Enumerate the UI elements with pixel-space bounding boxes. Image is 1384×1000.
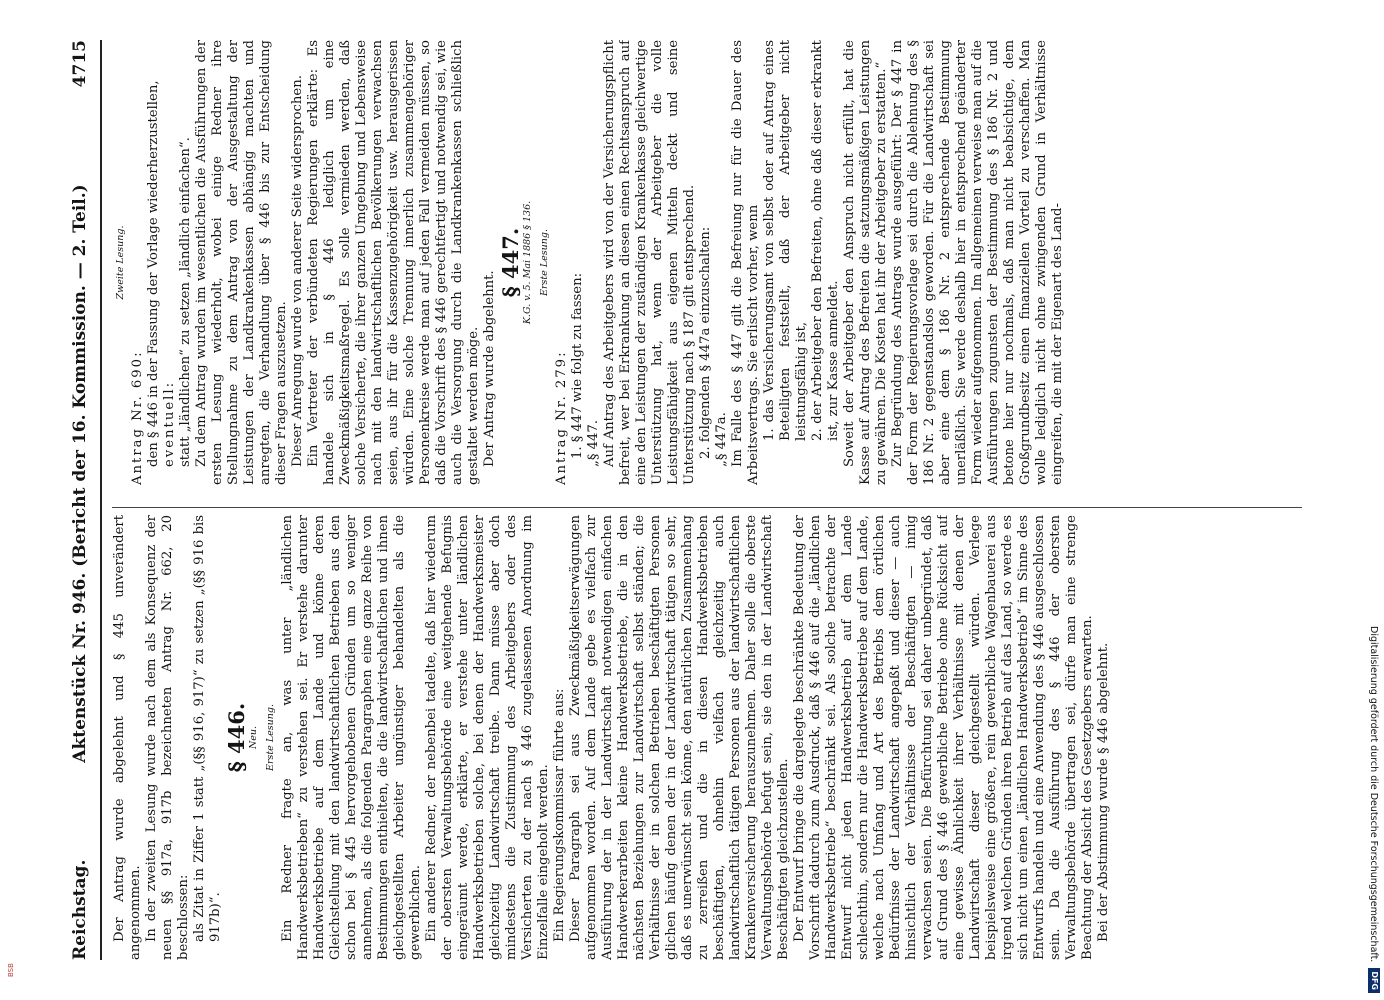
paragraph: Ein anderer Redner, der nebenbei tadelte, daß hier wiederum der obersten Verwaltungsbehörde eine weitgehende Befugnis eingeräumt werde, erklärte, er verstehe unter ländlichen Handwerksbetrieben solche, bei denen der Handwerksmeister gleichzeitig Landwirtschaft treibe. Dann müsse aber doch mindestens die Zustimmung des Arbeitgebers oder des Versicherten zu der nach § 446 zugelassenen Anordnung im Einzelfalle eingeholt werden. bbox=[424, 515, 551, 960]
reading-label: Erste Lesung. bbox=[539, 229, 550, 296]
paragraph: Dieser Anregung wurde von anderer Seite widersprochen. bbox=[290, 75, 305, 467]
paragraph: Auf Antrag des Arbeitgebers wird von der Versicherungspflicht befreit, wer bei Erkrankung an diesen einen Rechtsanspruch auf eine den Leistungen der zuständigen Krankenkasse gleichwertige Unterstützung hat, wenn der Arbeitgeber die volle Leistungsfähigkeit aus eigenen Mitteln deckt und seine Unterstützung nach § 187 gilt entsprechend. bbox=[602, 40, 697, 485]
paragraph: Bei der Abstimmung wurde § 446 abgelehnt. bbox=[1096, 642, 1111, 942]
paragraph: Der Antrag wurde abgelehnt und § 445 unverändert angenommen. bbox=[112, 515, 143, 960]
section-heading-446: § 446. bbox=[224, 702, 249, 773]
dfg-logo: DFG bbox=[1368, 968, 1380, 993]
paragraph: In der zweiten Lesung wurde nach dem als Konsequenz der neuen §§ 917a, 917b bezeichneten Antrag Nr. 662, 20 beschlossen: bbox=[144, 515, 191, 960]
list-item: 1. § 447 wie folgt zu fassen: bbox=[570, 272, 585, 459]
header-left: Reichstag. bbox=[70, 859, 90, 960]
motion-label: eventuell: bbox=[162, 380, 177, 467]
motion-label: Antrag Nr. 279: bbox=[554, 350, 569, 485]
paragraph: Dieser Paragraph sei aus Zweckmäßigkeitserwägungen aufgenommen worden. Auf dem Lande gebe es vielfach zur Ausführung der in der Landwirtschaft notwendigen einfachen Handwerkerarbeiten kleine Handwerksbetriebe, die in den nächsten Beziehungen zur Landwirtschaft selbst ständen; die Verhältnisse der in solchen Betrieben beschäftigten Personen glichen häufig denen der in der Landwirtschaft tätigen so sehr, daß es unerwünscht sein könne, den natürlichen Zusammenhang zu zerreißen und die in diesen Handwerksbetrieben beschäftigten, ohnehin vielfach gleichzeitig auch landwirtschaftlich tätigen Personen aus der landwirtschaftlichen Krankenversicherung herauszunehmen. Daher solle die oberste Verwaltungsbehörde befugt sein, sie den in der Landwirtschaft Beschäftigten gleichzustellen. bbox=[568, 515, 791, 960]
reading-label: Zweite Lesung. bbox=[115, 225, 126, 300]
list-item: 1. das Versicherungsamt von selbst oder auf Antrag eines Beteiligten feststellt, daß der Arbeitgeber nicht leistungsfähig ist, bbox=[762, 40, 809, 441]
reading-label: Erste Lesung. bbox=[265, 704, 276, 771]
header-title: Aktenstück Nr. 946. (Bericht der 16. Kommission. — 2. Teil.) bbox=[70, 184, 90, 763]
funding-sidebar bbox=[1366, 8, 1382, 993]
section-note: Neu. bbox=[248, 725, 259, 750]
list-item: 2. folgenden § 447a einzuschalten: bbox=[698, 226, 713, 459]
paragraph: Zur Begründung des Antrags wurde ausgeführt: Der § 447 in der Form der Regierungsvorlage sei durch die Ablehnung des § 186 Nr. 2 gegenstandslos geworden. Für die Landwirtschaft sei aber eine dem § 186 Nr. 2 entsprechende Bestimmung unerläßlich. Sie werde deshalb hier in entsprechend geänderter Form wieder aufgenommen. Im allgemeinen verweise man auf die Ausführungen zugunsten der Bestimmung des § 186 Nr. 2 und betone hier nur nochmals, daß man nicht beabsichtige, dem Großgrundbesitz einen finanziellen Vorteil zu verschaffen. Man wolle lediglich nicht ohne zwingenden Grund in Verhältnisse eingreifen, die mit der Eigenart des Land- bbox=[890, 40, 1065, 485]
paragraph: Zu dem Antrag wurden im wesentlichen die Ausführungen der ersten Lesung wiederholt, wobei einige Redner ihre Stellungnahme zu dem Antrag von der Ausgestaltung der Leistungen der Landkrankenkassen abhängig machten und anregten, die Verhandlung über § 446 bis zur Entscheidung dieser Fragen auszusetzen. bbox=[194, 40, 289, 485]
paragraph: statt „ländlichen“ zu setzen „ländlich einfachen“. bbox=[178, 137, 193, 467]
paragraph: den § 446 in der Fassung der Vorlage wiederherzustellen, bbox=[146, 80, 161, 467]
library-stamp: BSB bbox=[7, 963, 15, 977]
paragraph: Der Entwurf bringe die dargelegte beschränkte Bedeutung der Vorschrift dadurch zum Ausdruck, daß § 446 auf die „ländlichen Handwerksbetriebe“ beschränkt sei. Als solche betrachte der Entwurf nicht jeden Handwerksbetrieb auf dem Lande schlechthin, sondern nur die Handwerksbetriebe auf dem Lande, welche nach Umfang und Art des Betriebs dem örtlichen Bedürfnisse der Landwirtschaft angepaßt und dieser — auch hinsichtlich der Verhältnisse der Beschäftigten — innig verwachsen seien. Die Befürchtung sei daher unbegründet, daß auf Grund des § 446 gewerbliche Betriebe ohne Rücksicht auf eine gewisse Ähnlichkeit ihrer Verhältnisse mit denen der Landwirtschaft dieser gleichgestellt würden. Verlege beispielsweise eine größere, rein gewerbliche Wagenbauerei aus irgend welchen Gründen ihren Betrieb auf das Land, so werde es sich nicht um einen „ländlichen Handwerksbetrieb“ im Sinne des Entwurfs handeln und eine Anwendung des § 446 ausgeschlossen sein. Da die Ausführung des § 446 der obersten Verwaltungsbehörde übertragen sei, dürfe man eine strenge Beachtung der Absicht des Gesetzgebers erwarten. bbox=[792, 515, 1095, 960]
paragraph: als Zitat in Ziffer 1 statt „(§§ 916, 917)“ zu setzen „(§§ 916 bis 917b)“. bbox=[192, 515, 223, 942]
paragraph: Der Antrag wurde abgelehnt. bbox=[482, 270, 497, 467]
motion-label: Antrag Nr. 690: bbox=[130, 350, 145, 485]
page-number: 4715 bbox=[70, 40, 90, 88]
subsection-heading: „§ 447a. bbox=[714, 412, 729, 467]
paragraph: Im Falle des § 447 gilt die Befreiung nur für die Dauer des Arbeitsvertrags. Sie erlischt vorher, wenn bbox=[730, 40, 761, 485]
column-divider bbox=[112, 507, 1302, 508]
left-column bbox=[112, 515, 1302, 960]
paragraph: Soweit der Arbeitgeber den Anspruch nicht erfüllt, hat die Kasse auf Antrag des Befreiten die satzungsmäßigen Leistungen zu gewähren. Die Kosten hat ihr der Arbeitgeber zu erstatten.“ bbox=[842, 40, 889, 485]
paragraph: Ein Redner fragte an, was unter „ländlichen Handwerksbetrieben“ zu verstehen sei. Er verstehe darunter Handwerksbetriebe auf dem Lande und könne deren Gleichstellung mit den landwirtschaftlichen Betrieben aus den schon bei § 445 hervorgehobenen Gründen um so weniger annehmen, als die folgenden Paragraphen eine ganze Reihe von Bestimmungen enthielten, die die landwirtschaftlichen und ihnen gleichgestellten Arbeiter ungünstiger behandelten als die gewerblichen. bbox=[280, 515, 423, 960]
subsection-heading: „§ 447. bbox=[586, 420, 601, 467]
paragraph: Ein Vertreter der verbündeten Regierungen erklärte: Es handele sich in § 446 lediglich um eine Zweckmäßigkeitsmaßregel. Es solle vermieden werden, daß solche Versicherte, die ihrer ganzen Umgebung und Lebensweise nach mit den landwirtschaftlichen Bevölkerungen verwachsen seien, aus ihr für die Kassenzugehörigkeit usw. herausgerissen würden. Eine solche Trennung innerlich zusammengehöriger Personenkreise werde man auf jeden Fall vermeiden müssen, so daß die Vorschrift des § 446 gerechtfertigt und notwendig sei, wie auch die Versorgung durch die Landkrankenkassen schließlich gestaltet werden möge. bbox=[306, 40, 481, 485]
section-heading-447: § 447. bbox=[498, 227, 523, 298]
law-reference: K.G. v. 5. Mai 1886 § 136. bbox=[522, 200, 533, 325]
right-column bbox=[112, 40, 1302, 485]
paragraph: Ein Regierungskommissar führte aus: bbox=[552, 688, 567, 942]
funding-note: Digitalisierung gefördert durch die Deutsche Forschungsgemeinschaft. bbox=[1368, 626, 1380, 963]
list-item: 2. der Arbeitgeber den Befreiten, ohne daß dieser erkrankt ist, zur Kasse anmeldet. bbox=[810, 40, 841, 441]
page-header bbox=[60, 40, 102, 960]
